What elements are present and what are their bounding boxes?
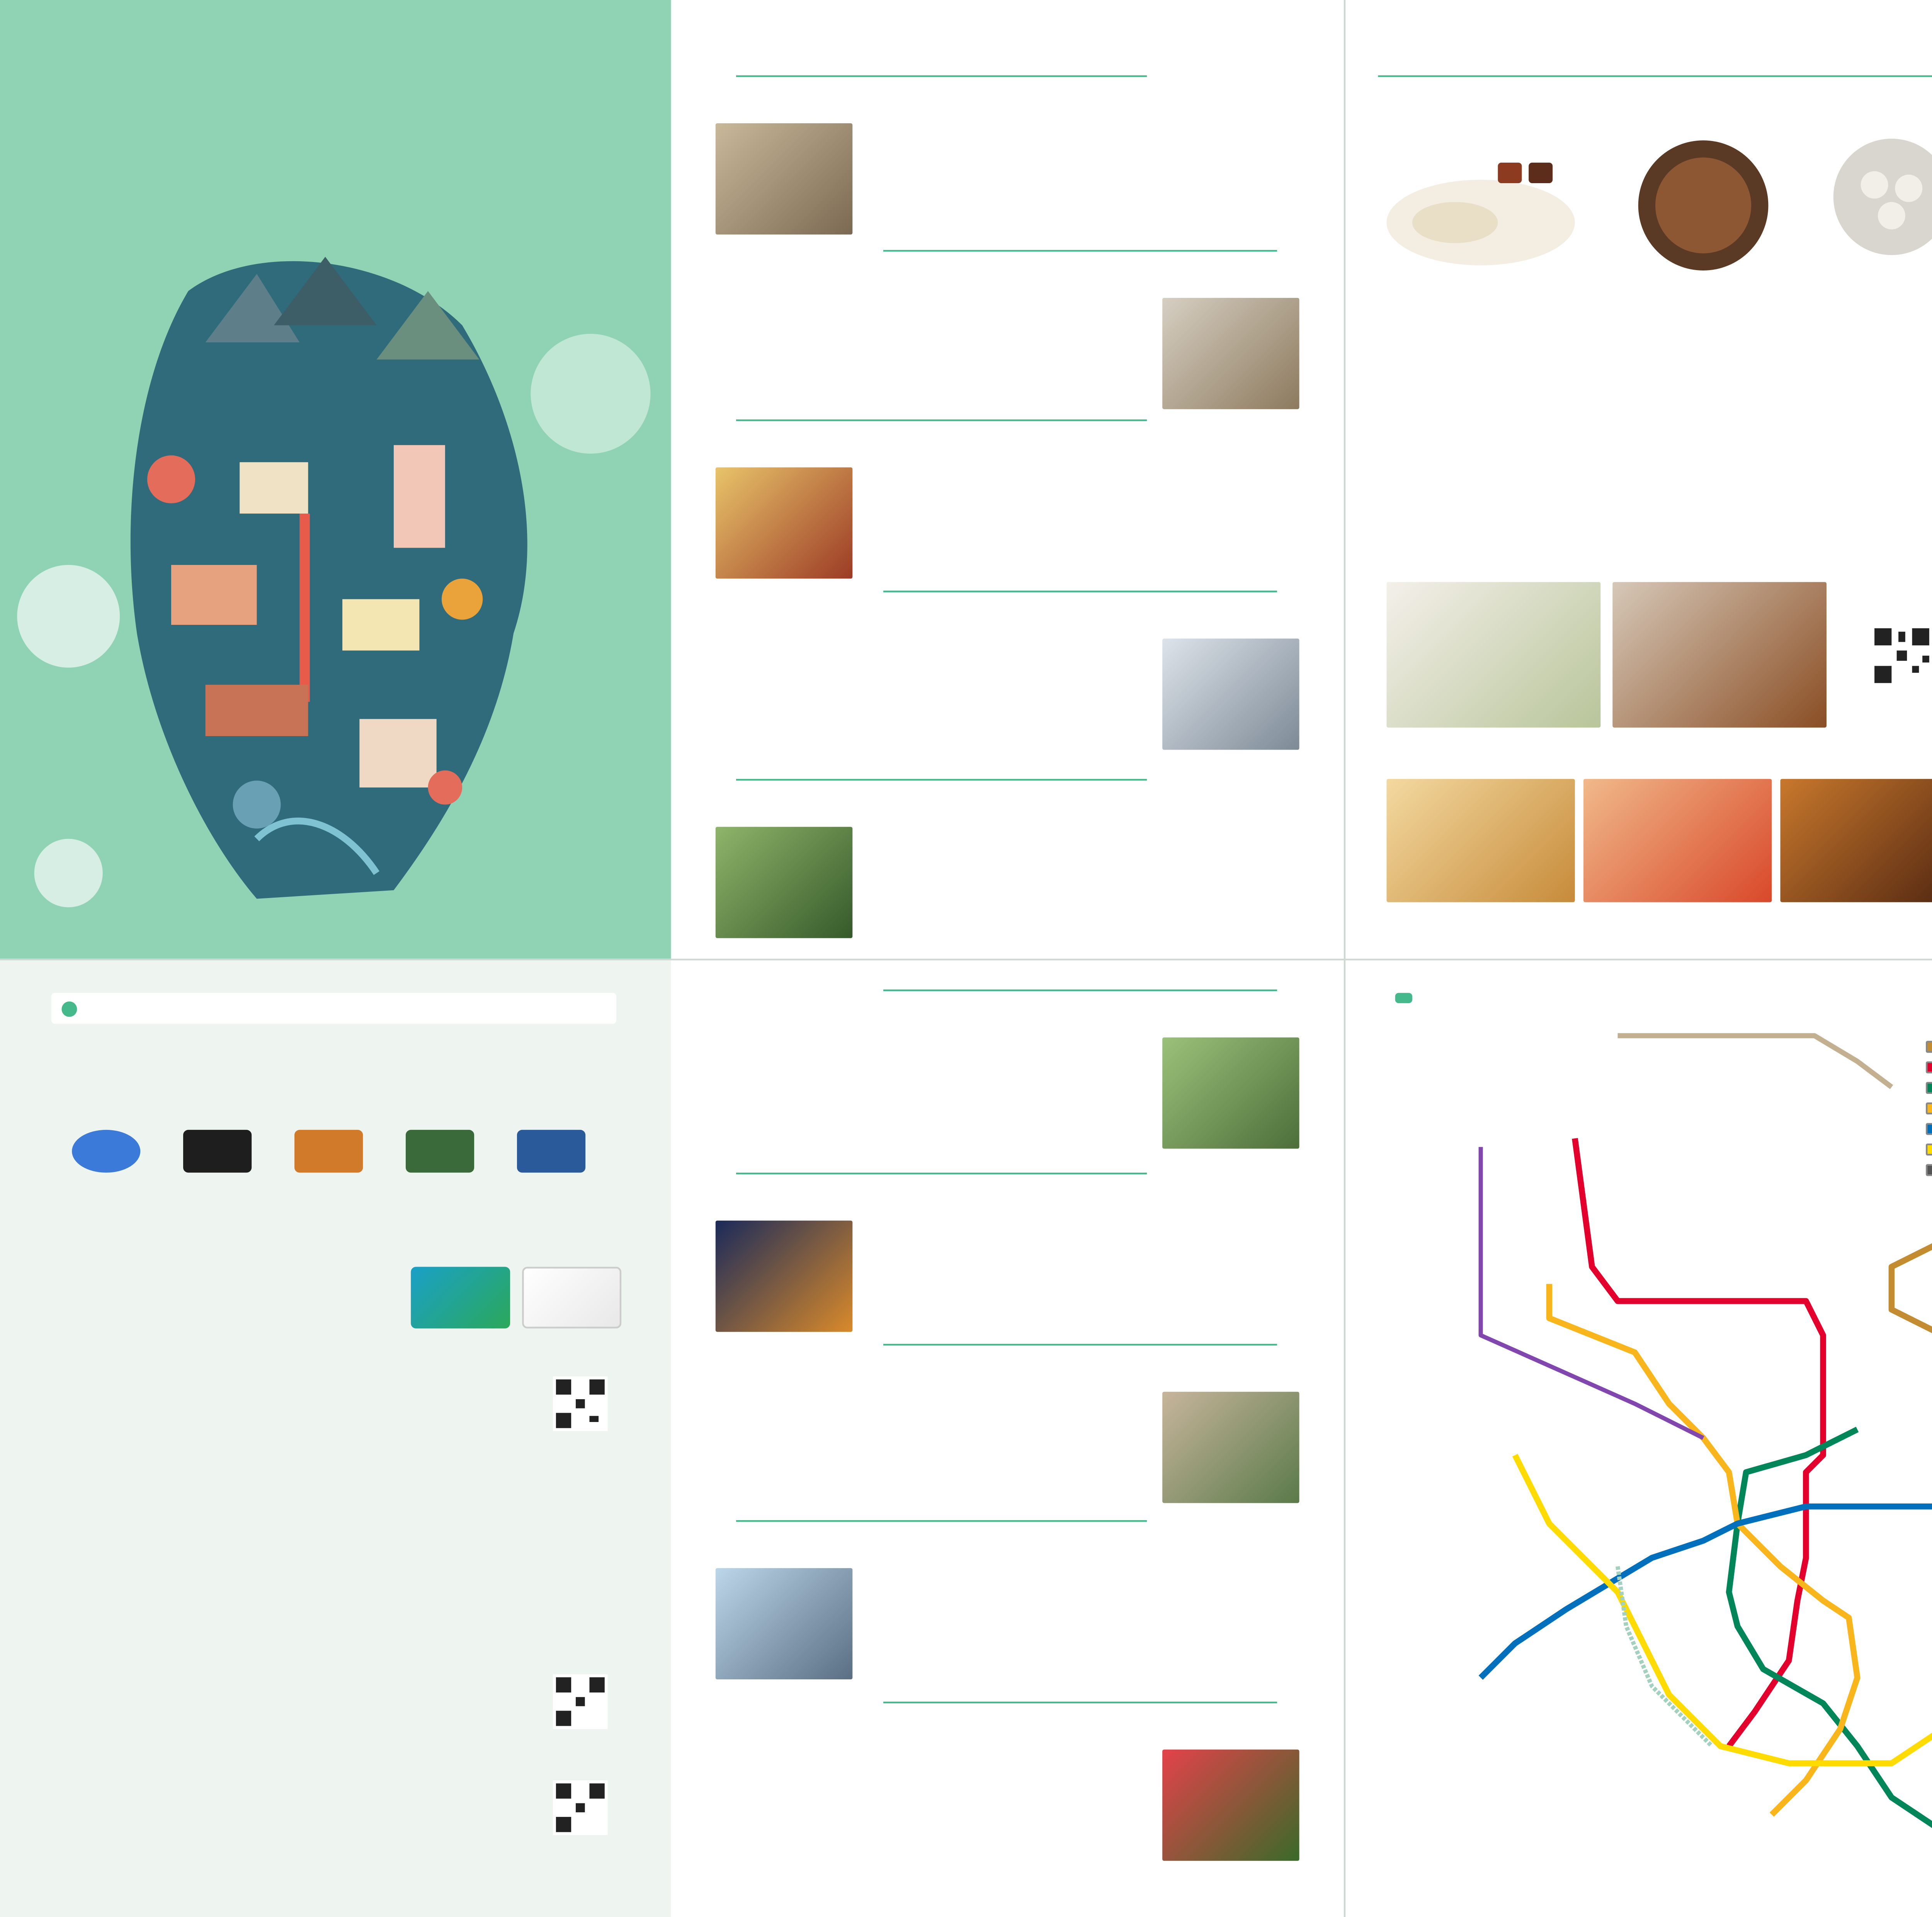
top10-photo-09 [716, 1568, 852, 1679]
photo-easycard [411, 1267, 510, 1328]
photo-braised [1780, 779, 1932, 902]
pass-qr[interactable] [553, 1376, 608, 1431]
top10-photo-06 [1162, 1038, 1299, 1149]
photo-stinky-tofu [1386, 779, 1575, 902]
circular-ext [1618, 1567, 1712, 1746]
top10-heading-04 [716, 590, 1298, 592]
mrt-title [1395, 993, 1419, 1004]
eat-title-rule [1378, 75, 1932, 77]
title-rule [736, 75, 1147, 77]
top10-photo-07 [716, 1221, 852, 1332]
ticket-image-4 [517, 1130, 585, 1173]
ticket-image-1 [183, 1130, 252, 1173]
legend-swatch-0 [1926, 1041, 1932, 1053]
ticket-image-0 [72, 1130, 140, 1173]
info-panel [0, 959, 671, 1917]
transport-title-badge [51, 993, 616, 1024]
train-icon [1395, 993, 1412, 1004]
title-rule [883, 250, 1277, 252]
legend-swatch-3 [1926, 1102, 1932, 1114]
photo-ipass [522, 1267, 621, 1328]
taxi-qr[interactable] [553, 1780, 608, 1835]
top10-photo-03 [716, 467, 852, 578]
top10-panel [671, 0, 1344, 959]
title-rule [736, 419, 1147, 421]
top10-heading-10 [716, 1702, 1298, 1703]
mrt-map [1378, 1010, 1932, 1900]
legend-swatch-4 [1926, 1123, 1932, 1135]
cover-panel [0, 0, 671, 959]
title-rule [883, 590, 1277, 592]
bus-qr[interactable] [553, 1674, 608, 1729]
ticket-image-2 [294, 1130, 363, 1173]
top10-photo-10 [1162, 1750, 1299, 1861]
top10-heading-03 [716, 419, 1147, 421]
top10-photo-04 [1162, 638, 1299, 750]
bus-icon [61, 1000, 77, 1016]
top10-heading-07 [716, 1173, 1147, 1174]
top10-photo-02 [1162, 298, 1299, 409]
top10-heading-08 [716, 1344, 1298, 1345]
red-line [1575, 1138, 1823, 1746]
top10-heading-01 [716, 75, 1147, 77]
top10-photo-05 [716, 827, 852, 938]
dish-photos [1378, 120, 1932, 291]
title-rule [883, 1344, 1277, 1345]
yellow-line [1515, 1455, 1932, 1763]
green-line [1729, 1429, 1932, 1832]
title-rule [736, 1520, 1147, 1522]
top10-heading-05 [716, 779, 1147, 781]
cover-illustration [0, 223, 671, 907]
top10-heading-06 [716, 990, 1298, 991]
top10b-panel [671, 959, 1344, 1917]
title-rule [883, 990, 1277, 991]
legend-swatch-5 [1926, 1143, 1932, 1155]
airport-line [1481, 1147, 1703, 1438]
lightrail-line [1618, 1036, 1892, 1087]
top10-heading-09 [716, 1520, 1147, 1522]
top10-heading-02 [716, 250, 1298, 252]
top10-photo-01 [716, 123, 852, 235]
ticket-image-3 [406, 1130, 474, 1173]
photo-veg-steak [1386, 582, 1600, 728]
title-rule [736, 1173, 1147, 1174]
photo-duck [1612, 582, 1827, 728]
legend-swatch-1 [1926, 1061, 1932, 1073]
eat-panel [1344, 0, 1932, 959]
legend-swatch-6 [1926, 1164, 1932, 1176]
blue-line [1481, 1507, 1932, 1678]
title-rule [736, 779, 1147, 781]
top10-photo-08 [1162, 1392, 1299, 1503]
legend-swatch-2 [1926, 1082, 1932, 1094]
photo-oyster-omelet [1583, 779, 1772, 902]
brown-line [1891, 1233, 1932, 1763]
mrt-panel [1344, 959, 1932, 1917]
michelin-qr[interactable] [1871, 625, 1932, 686]
title-rule [883, 1702, 1277, 1703]
fold-h [0, 959, 1932, 960]
